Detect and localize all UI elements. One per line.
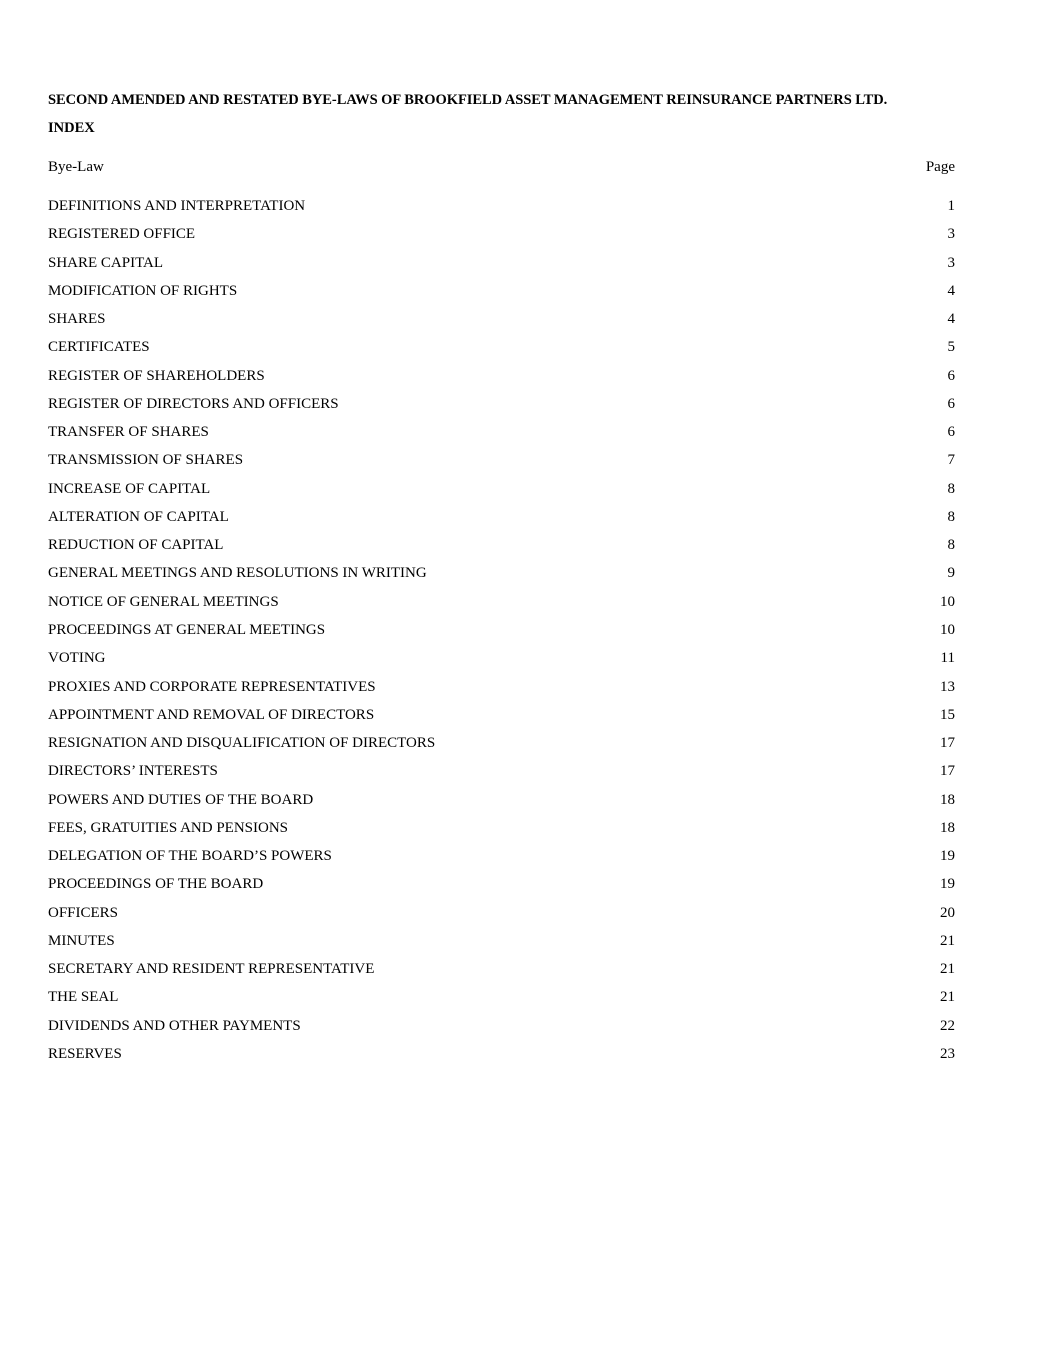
toc-entry xyxy=(48,536,955,564)
toc-entry xyxy=(48,649,955,677)
toc-entry-label: MODIFICATION OF RIGHTS xyxy=(48,282,238,299)
toc-entry-page-number: 13 xyxy=(940,678,955,695)
toc-entry-label: RESERVES xyxy=(48,1045,122,1062)
toc-entry xyxy=(48,564,955,592)
column-header-page: Page xyxy=(925,159,955,175)
toc-entry-label: POWERS AND DUTIES OF THE BOARD xyxy=(48,791,314,808)
toc-entry-page-number: 7 xyxy=(947,452,955,469)
toc-entry xyxy=(48,932,955,960)
toc-entry-label: DIRECTORS’ INTERESTS xyxy=(48,763,218,780)
toc-entry xyxy=(48,451,955,479)
toc-entry-label: TRANSFER OF SHARES xyxy=(48,424,209,441)
toc-entry xyxy=(48,791,955,819)
toc-entry xyxy=(48,875,955,903)
toc-entry-page-number: 10 xyxy=(940,593,955,610)
toc-entry-label: REGISTER OF SHAREHOLDERS xyxy=(48,367,265,384)
toc-entry-page-number: 19 xyxy=(940,876,955,893)
toc-entry-label: VOTING xyxy=(48,650,106,667)
toc-entry-page-number: 4 xyxy=(947,282,955,299)
index-heading: INDEX xyxy=(48,120,95,136)
toc-entry-page-number: 17 xyxy=(940,735,955,752)
toc-entry-page-number: 21 xyxy=(940,961,955,978)
toc-entry xyxy=(48,282,955,310)
toc-entry-page-number: 6 xyxy=(947,395,955,412)
toc-entry xyxy=(48,706,955,734)
toc-entry-page-number: 5 xyxy=(947,339,955,356)
toc-entry-label: REGISTERED OFFICE xyxy=(48,226,196,243)
toc-entry xyxy=(48,847,955,875)
toc-entry-page-number: 4 xyxy=(947,311,955,328)
toc-entry xyxy=(48,338,955,366)
toc-entry-label: DELEGATION OF THE BOARD’S POWERS xyxy=(48,848,332,865)
toc-entry xyxy=(48,678,955,706)
toc-entry xyxy=(48,1045,955,1073)
toc-entry-label: OFFICERS xyxy=(48,904,119,921)
toc-entry-page-number: 9 xyxy=(947,565,955,582)
toc-entry-label: PROCEEDINGS OF THE BOARD xyxy=(48,876,264,893)
toc-entry xyxy=(48,480,955,508)
toc-entry xyxy=(48,395,955,423)
toc-entry xyxy=(48,310,955,338)
column-header-bye-law: Bye-Law xyxy=(48,159,104,175)
toc-entry-label: DIVIDENDS AND OTHER PAYMENTS xyxy=(48,1017,301,1034)
toc-entry-label: REDUCTION OF CAPITAL xyxy=(48,537,224,554)
toc-entry xyxy=(48,904,955,932)
toc-column-header xyxy=(48,159,955,176)
toc-entry-page-number: 21 xyxy=(940,932,955,949)
toc-entry xyxy=(48,367,955,395)
toc-entry xyxy=(48,734,955,762)
toc-entry-label: PROXIES AND CORPORATE REPRESENTATIVES xyxy=(48,678,376,695)
toc-entry xyxy=(48,593,955,621)
toc-entry xyxy=(48,960,955,988)
toc-entry-label: NOTICE OF GENERAL MEETINGS xyxy=(48,593,279,610)
toc-entry xyxy=(48,508,955,536)
toc-entry xyxy=(48,197,955,225)
toc-entry-page-number: 22 xyxy=(940,1017,955,1034)
toc-entry xyxy=(48,988,955,1016)
toc-entry-label: RESIGNATION AND DISQUALIFICATION OF DIRECTORS xyxy=(48,735,436,752)
toc-entry-page-number: 8 xyxy=(947,480,955,497)
toc-entry-page-number: 3 xyxy=(947,226,955,243)
toc-entry-page-number: 11 xyxy=(940,650,955,667)
toc-entry-label: SHARES xyxy=(48,311,106,328)
toc-entry-page-number: 15 xyxy=(940,706,955,723)
toc-entry xyxy=(48,423,955,451)
document-title: SECOND AMENDED AND RESTATED BYE-LAWS OF BROOKFIELD ASSET MANAGEMENT REINSURANCE PARTNERS LTD. xyxy=(48,92,888,108)
toc-entry-page-number: 21 xyxy=(940,989,955,1006)
toc-entry-page-number: 1 xyxy=(947,198,955,214)
toc-entry-label: SHARE CAPITAL xyxy=(48,254,164,271)
table-of-contents xyxy=(48,197,955,1073)
toc-entry-page-number: 17 xyxy=(940,763,955,780)
toc-entry-label: GENERAL MEETINGS AND RESOLUTIONS IN WRITING xyxy=(48,565,427,582)
toc-entry-label: MINUTES xyxy=(48,932,115,949)
toc-entry-label: FEES, GRATUITIES AND PENSIONS xyxy=(48,819,289,836)
toc-entry-page-number: 20 xyxy=(940,904,955,921)
toc-entry-page-number: 8 xyxy=(947,537,955,554)
toc-entry-label: APPOINTMENT AND REMOVAL OF DIRECTORS xyxy=(48,706,375,723)
toc-entry-label: REGISTER OF DIRECTORS AND OFFICERS xyxy=(48,395,339,412)
toc-entry-page-number: 18 xyxy=(940,791,955,808)
toc-entry-label: CERTIFICATES xyxy=(48,339,150,356)
toc-entry xyxy=(48,762,955,790)
toc-entry-label: TRANSMISSION OF SHARES xyxy=(48,452,244,469)
toc-entry-page-number: 10 xyxy=(940,621,955,638)
toc-entry-label: THE SEAL xyxy=(48,989,119,1006)
toc-entry-page-number: 18 xyxy=(940,819,955,836)
toc-entry-label: DEFINITIONS AND INTERPRETATION xyxy=(48,198,306,214)
toc-entry-page-number: 3 xyxy=(947,254,955,271)
toc-entry-page-number: 8 xyxy=(947,508,955,525)
toc-entry-page-number: 19 xyxy=(940,848,955,865)
toc-entry-page-number: 6 xyxy=(947,424,955,441)
toc-entry-label: SECRETARY AND RESIDENT REPRESENTATIVE xyxy=(48,961,375,978)
toc-entry xyxy=(48,819,955,847)
toc-entry-label: PROCEEDINGS AT GENERAL MEETINGS xyxy=(48,621,326,638)
toc-entry-label: INCREASE OF CAPITAL xyxy=(48,480,211,497)
toc-entry xyxy=(48,1017,955,1045)
toc-entry xyxy=(48,621,955,649)
toc-entry-page-number: 23 xyxy=(940,1045,955,1062)
toc-entry-label: ALTERATION OF CAPITAL xyxy=(48,508,229,525)
toc-entry-page-number: 6 xyxy=(947,367,955,384)
toc-entry xyxy=(48,225,955,253)
toc-entry xyxy=(48,254,955,282)
